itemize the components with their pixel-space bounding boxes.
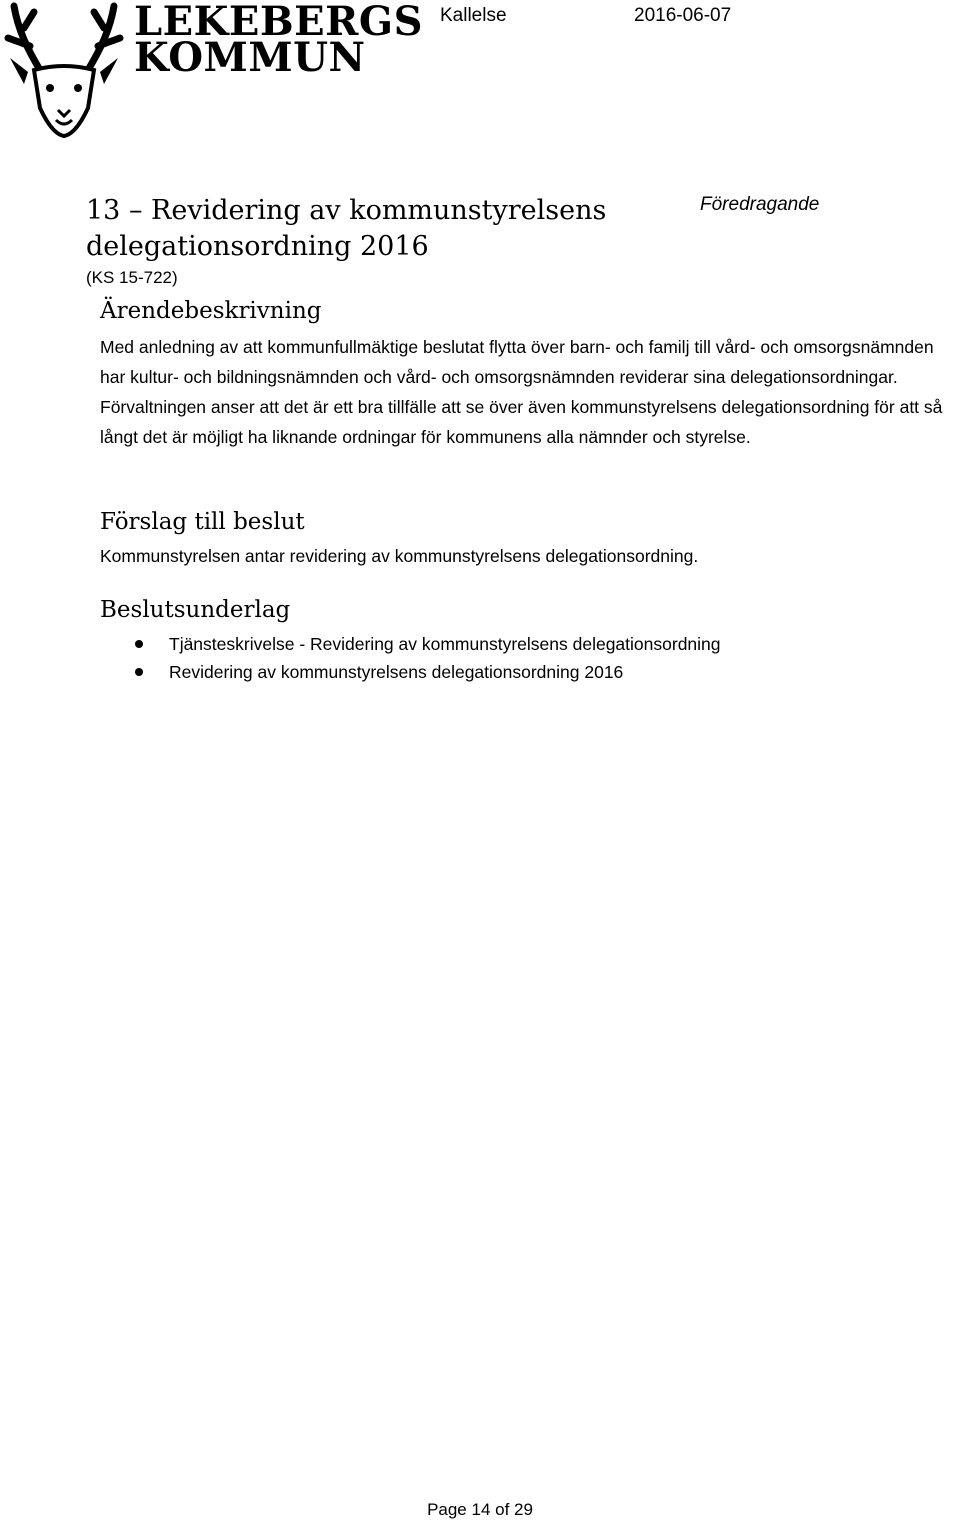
document-type: Kallelse — [440, 5, 507, 26]
proposal-heading: Förslag till beslut — [100, 509, 305, 535]
case-number: (KS 15-722) — [86, 268, 178, 287]
item-title-line1: 13 – Revidering av kommunstyrelsens — [86, 195, 607, 226]
documents-list — [100, 630, 721, 686]
description-heading: Ärendebeskrivning — [100, 298, 322, 324]
document-date: 2016-06-07 — [634, 5, 732, 26]
bullet-icon — [135, 668, 143, 676]
description-body: Med anledning av att kommunfullmäktige beslutat flytta över barn- och familj till vård- och omsorgsnämnden har kultur- och bildningsnämnden och vård- och omsorgsnämnden reviderar sina delegationsordningar. Förvaltningen anser att det är ett bra tillfälle att se över även kommunstyrelsens delegationsordning för att så långt det är möjligt ha liknande ordningar för kommunens alla nämnder och styrelse. — [100, 337, 943, 447]
documents-heading: Beslutsunderlag — [100, 597, 291, 623]
logo-wordmark-line1: LEKEBERGS — [134, 0, 423, 45]
list-item — [100, 658, 721, 686]
page-footer — [0, 1499, 960, 1521]
page-number: Page 14 of 29 — [427, 1500, 533, 1519]
item-title-line2: delegationsordning 2016 — [86, 231, 429, 262]
logo-wordmark-line2: KOMMUN — [134, 34, 366, 81]
deer-emblem-icon — [0, 0, 128, 140]
bullet-icon — [135, 640, 143, 648]
document-item-label: Revidering av kommunstyrelsens delegationsordning 2016 — [169, 662, 624, 682]
list-item — [100, 630, 721, 658]
presenter-label: Föredragande — [700, 194, 820, 215]
document-item-label: Tjänsteskrivelse - Revidering av kommunstyrelsens delegationsordning — [169, 634, 721, 654]
proposal-body: Kommunstyrelsen antar revidering av kommunstyrelsens delegationsordning. — [100, 546, 699, 566]
